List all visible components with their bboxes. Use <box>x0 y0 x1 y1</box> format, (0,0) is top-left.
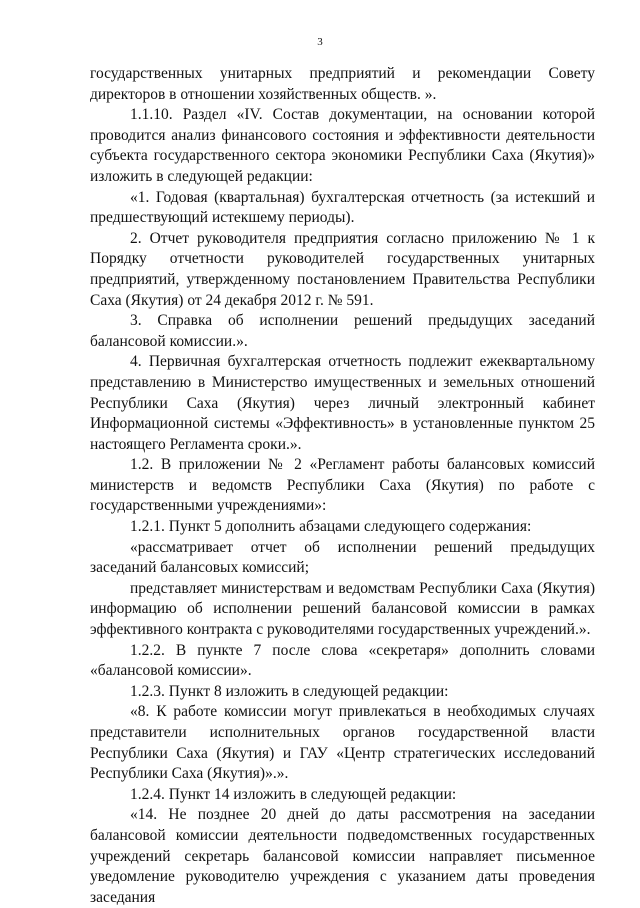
paragraph: «рассматривает отчет об исполнении решений предыдущих заседаний балансовых комиссий; <box>90 538 595 577</box>
document-body <box>90 64 595 908</box>
paragraph: 1.2.3. Пункт 8 изложить в следующей редакции: <box>130 682 449 700</box>
paragraph: 1.1.10. Раздел «IV. Состав документации, на основании которой проводится анализ финансового состояния и эффективности деятельности субъекта государственного сектора экономики Республики Саха (Якутия)» изложить в следующей редакции: <box>90 106 595 185</box>
paragraph: представляет министерствам и ведомствам Республики Саха (Якутия) информацию об исполнении решений балансовой комиссии в рамках эффективного контракта с руководителями государственных учреждений.». <box>90 579 595 639</box>
paragraph: 1.2. В приложении № 2 «Регламент работы балансовых комиссий министерств и ведомств Республики Саха (Якутия) по работе с государственными учреждениями»: <box>90 456 595 515</box>
paragraph: «8. К работе комиссии могут привлекаться в необходимых случаях представители исполнительных органов государственной власти Республики Саха (Якутия) и ГАУ «Центр стратегических исследований Республики Саха (Якутия)».». <box>90 703 595 783</box>
paragraph: 4. Первичная бухгалтерская отчетность подлежит ежеквартальному представлению в Министерство имущественных и земельных отношений Республики Саха (Якутия) через личный электронный кабинет Информационной системы «Эффективность» в установленные пунктом 25 настоящего Регламента сроки.». <box>90 353 595 453</box>
paragraph: 3. Справка об исполнении решений предыдущих заседаний балансовой комиссии.». <box>90 312 595 350</box>
paragraph: 2. Отчет руководителя предприятия согласно приложению № 1 к Порядку отчетности руководителей государственных унитарных предприятий, утвержденному постановлением Правительства Республики Саха (Якутия) от 24 декабря 2012 г. № 591. <box>90 229 595 309</box>
paragraph: 1.2.2. В пункте 7 после слова «секретаря» дополнить словами «балансовой комиссии». <box>90 641 595 680</box>
paragraph: государственных унитарных предприятий и рекомендации Совету директоров в отношении хозяйственных обществ. ». <box>90 65 595 103</box>
paragraph: 1.2.4. Пункт 14 изложить в следующей редакции: <box>130 785 457 803</box>
paragraph: «1. Годовая (квартальная) бухгалтерская отчетность (за истекший и предшествующий истекшему периоды). <box>90 188 595 227</box>
paragraph: 1.2.1. Пункт 5 дополнить абзацами следующего содержания: <box>130 518 532 536</box>
page-number: 3 <box>317 36 323 48</box>
paragraph: «14. Не позднее 20 дней до даты рассмотрения на заседании балансовой комиссии деятельности подведомственных государственных учреждений секретарь балансовой комиссии направляет письменное уведомление руководителю учреждения с указанием даты проведения заседания <box>90 806 595 906</box>
